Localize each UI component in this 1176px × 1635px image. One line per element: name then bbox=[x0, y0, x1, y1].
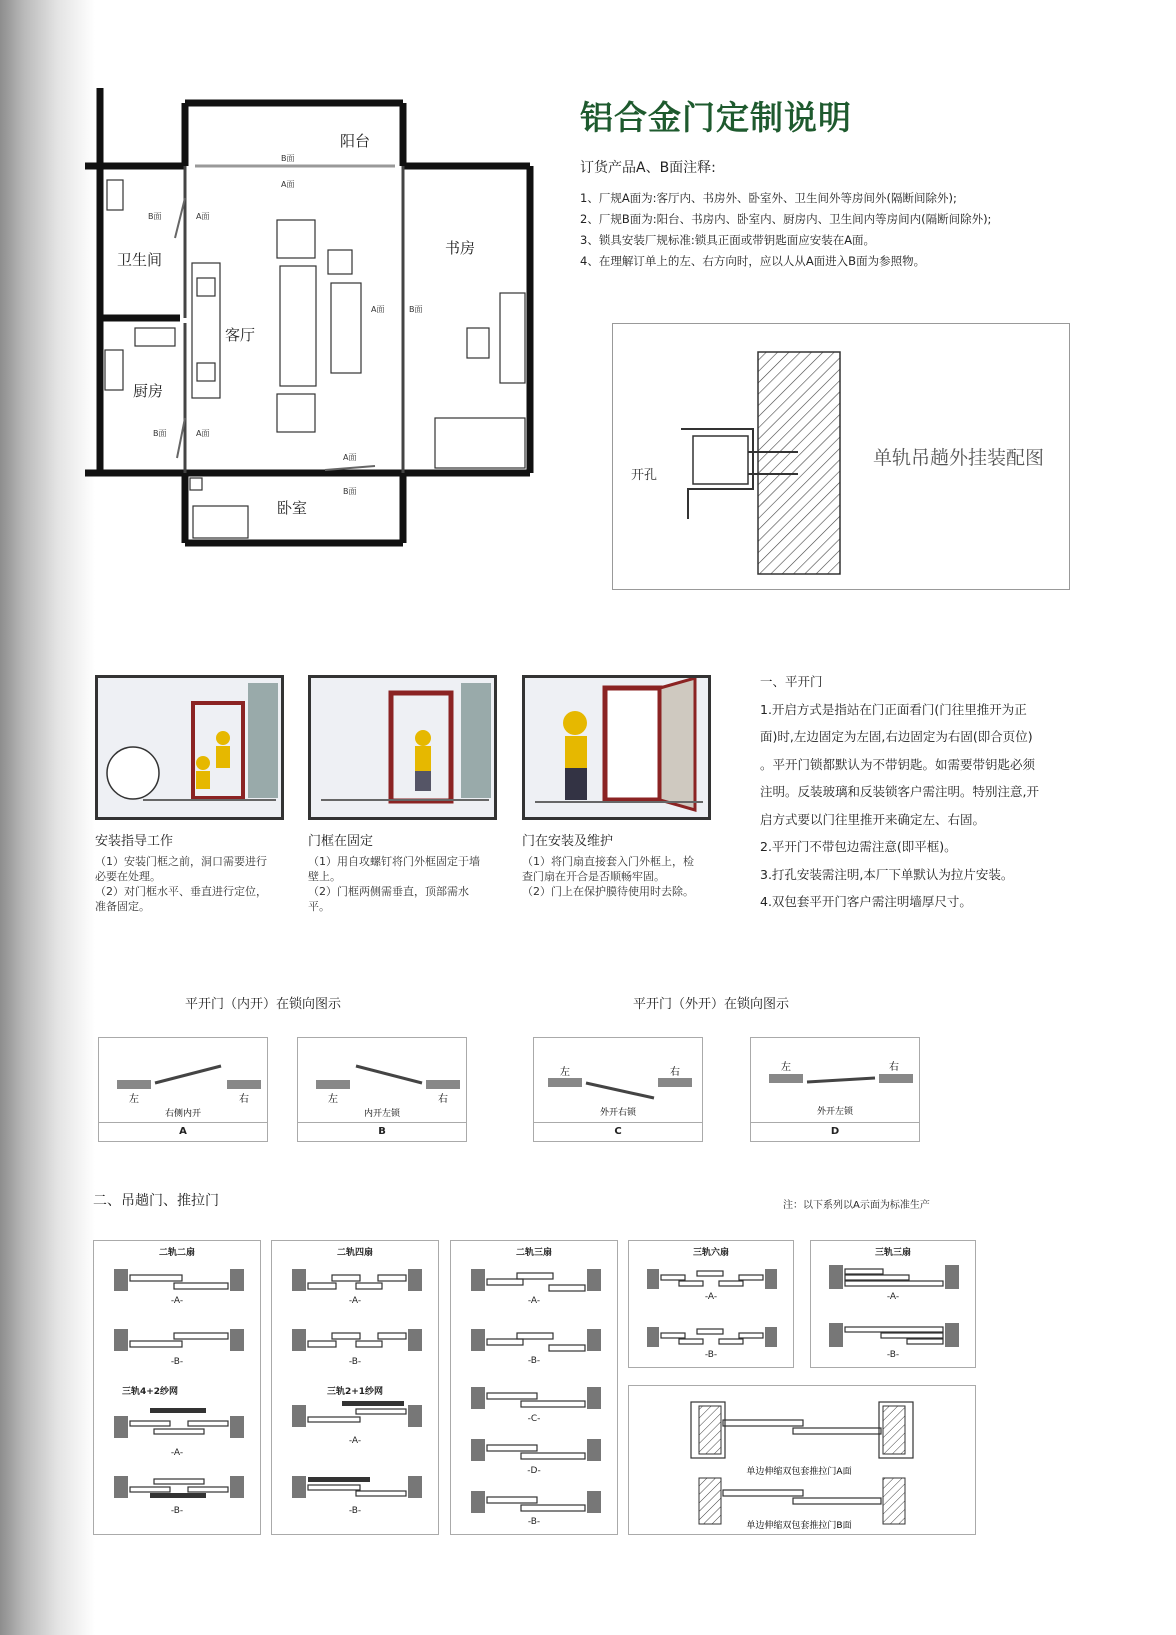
step2-line: （2）门框两侧需垂直，顶部需水平。 bbox=[308, 885, 469, 913]
left-label: 左 bbox=[560, 1067, 570, 1078]
step3-title: 门在安装及维护 bbox=[522, 834, 614, 849]
panel-title: 二轨四扇 bbox=[336, 1248, 374, 1258]
face-a-label: A面 bbox=[281, 180, 295, 189]
hanging-rail-diagram bbox=[612, 323, 1070, 590]
panel-title: 三轨4+2纱网 bbox=[121, 1387, 179, 1397]
panel-sub-label: -B- bbox=[170, 1506, 184, 1516]
left-label: 左 bbox=[129, 1094, 139, 1105]
sliding-note: 注：以下系列以A示面为标准生产 bbox=[783, 1200, 930, 1211]
note-line: 4、在理解订单上的左、右方向时，应以人从A面进入B面为参照物。 bbox=[580, 254, 926, 268]
step2-line: （1）用自攻螺钉将门外框固定于墙壁上。 bbox=[308, 855, 480, 883]
face-b-label: B面 bbox=[281, 154, 295, 163]
swing-inner-title: 平开门（内开）在锁向图示 bbox=[185, 997, 342, 1012]
swing-diagram-a bbox=[98, 1037, 268, 1142]
left-label: 左 bbox=[781, 1062, 791, 1073]
page-title: 铝合金门定制说明 bbox=[580, 98, 852, 137]
swing-letter: A bbox=[99, 1122, 267, 1141]
panel-sub-label: -A- bbox=[704, 1292, 718, 1302]
single-caption-b: 单边伸缩双包套推拉门B面 bbox=[746, 1521, 852, 1531]
panel-sub-label: -A- bbox=[886, 1292, 900, 1302]
step3-illustration bbox=[522, 675, 711, 820]
room-bedroom: 卧室 bbox=[277, 499, 308, 517]
right-label: 右 bbox=[889, 1062, 899, 1073]
right-label: 右 bbox=[670, 1067, 680, 1078]
single-caption-a: 单边伸缩双包套推拉门A面 bbox=[746, 1467, 852, 1477]
panel-sub-label: -B- bbox=[348, 1357, 362, 1367]
swing-heading: 一、平开门 bbox=[760, 674, 823, 689]
swing-diagram-c bbox=[533, 1037, 703, 1142]
swing-line: 2.平开门不带包边需注意(即平框)。 bbox=[760, 839, 957, 854]
swing-door-section bbox=[760, 668, 1080, 916]
sliding-panel-4 bbox=[628, 1240, 794, 1368]
step1-line: （2）对门框水平、垂直进行定位，准备固定。 bbox=[95, 885, 267, 913]
panel-sub-label: -A- bbox=[170, 1296, 184, 1306]
step3-line: （1）将门扇直接套入门外框上，检查门扇在开合是否顺畅牢固。 bbox=[522, 855, 694, 883]
swing-letter: C bbox=[534, 1122, 702, 1141]
swing-line: 面)时,左边固定为左固,右边固定为右固(即合页位) bbox=[760, 729, 1033, 744]
face-a-label: A面 bbox=[196, 212, 210, 221]
panel-sub-label: -A- bbox=[170, 1448, 184, 1458]
panel-sub-label: -A- bbox=[527, 1296, 541, 1306]
sliding-panel-2 bbox=[271, 1240, 439, 1535]
face-a-label: A面 bbox=[196, 429, 210, 438]
swing-line: 1.开启方式是指站在门正面看门(门往里推开为正 bbox=[760, 701, 1027, 717]
panel-sub-label: -C- bbox=[527, 1414, 541, 1424]
panel-title: 二轨三扇 bbox=[515, 1248, 553, 1258]
panel-title: 三轨三扇 bbox=[874, 1248, 912, 1258]
sliding-heading: 二、吊趟门、推拉门 bbox=[93, 1193, 219, 1209]
panel-sub-label: -B- bbox=[170, 1357, 184, 1367]
swing-line: 启方式要以门往里推开来确定左、右固。 bbox=[760, 811, 986, 827]
swing-caption: 内开左锁 bbox=[363, 1109, 401, 1119]
room-kitchen: 厨房 bbox=[133, 382, 164, 400]
note-line: 3、锁具安装厂规标准:锁具正面或带钥匙面应安装在A面。 bbox=[580, 233, 876, 247]
swing-line: 注明。反装玻璃和反装锁客户需注明。特别注意,开 bbox=[760, 784, 1039, 799]
swing-caption: 外开左锁 bbox=[816, 1107, 854, 1117]
room-bathroom: 卫生间 bbox=[117, 251, 163, 269]
right-label: 右 bbox=[239, 1094, 249, 1105]
face-a-label: A面 bbox=[371, 305, 385, 314]
swing-diagram-d bbox=[750, 1037, 920, 1142]
swing-caption: 外开右锁 bbox=[599, 1108, 637, 1118]
panel-sub-label: -D- bbox=[527, 1466, 541, 1476]
panel-sub-label: -A- bbox=[348, 1436, 362, 1446]
step2-illustration bbox=[308, 675, 497, 820]
note-line: 1、厂规A面为:客厅内、书房外、卧室外、卫生间外等房间外(隔断间除外); bbox=[580, 191, 957, 205]
hanging-caption: 单轨吊趟外挂装配图 bbox=[873, 447, 1045, 469]
sliding-panel-single bbox=[628, 1385, 976, 1535]
step2-title: 门框在固定 bbox=[308, 834, 374, 849]
step1-title: 安装指导工作 bbox=[95, 834, 174, 849]
swing-diagram-b bbox=[297, 1037, 467, 1142]
face-b-label: B面 bbox=[409, 305, 423, 314]
sliding-panel-3 bbox=[450, 1240, 618, 1535]
step1-illustration bbox=[95, 675, 284, 820]
panel-sub-label: -B- bbox=[527, 1356, 541, 1366]
room-balcony: 阳台 bbox=[340, 132, 371, 150]
swing-letter: D bbox=[751, 1122, 919, 1141]
room-living: 客厅 bbox=[225, 326, 256, 344]
panel-title: 三轨六扇 bbox=[692, 1248, 730, 1258]
order-subtitle: 订货产品A、B面注释: bbox=[580, 160, 716, 176]
swing-line: 3.打孔安装需注明,本厂下单默认为拉片安装。 bbox=[760, 866, 1014, 882]
step3-line: （2）门上在保护膜待使用时去除。 bbox=[522, 885, 694, 898]
step3-text bbox=[522, 830, 702, 899]
sliding-panel-5 bbox=[810, 1240, 976, 1368]
room-study: 书房 bbox=[445, 239, 476, 257]
order-notes bbox=[580, 188, 1080, 272]
right-label: 右 bbox=[438, 1094, 448, 1105]
swing-line: 4.双包套平开门客户需注明墙厚尺寸。 bbox=[760, 894, 972, 909]
swing-line: 。平开门锁都默认为不带钥匙。如需要带钥匙必须 bbox=[760, 756, 1036, 772]
step1-text bbox=[95, 830, 275, 914]
page-spine-shadow bbox=[0, 0, 95, 1635]
panel-sub-label: -A- bbox=[348, 1296, 362, 1306]
left-label: 左 bbox=[328, 1094, 338, 1105]
panel-sub-label: -B- bbox=[704, 1350, 718, 1360]
face-a-label: A面 bbox=[343, 453, 357, 462]
sliding-panel-1 bbox=[93, 1240, 261, 1535]
panel-sub-label: -B- bbox=[527, 1517, 541, 1527]
face-b-label: B面 bbox=[148, 212, 162, 221]
swing-caption: 右侧内开 bbox=[164, 1109, 202, 1119]
face-b-label: B面 bbox=[343, 487, 357, 496]
swing-letter: B bbox=[298, 1122, 466, 1141]
swing-outer-title: 平开门（外开）在锁向图示 bbox=[633, 997, 790, 1012]
panel-title: 二轨二扇 bbox=[158, 1248, 196, 1258]
panel-sub-label: -B- bbox=[886, 1350, 900, 1360]
step2-text bbox=[308, 830, 488, 914]
panel-title: 三轨2+1纱网 bbox=[326, 1387, 384, 1397]
panel-sub-label: -B- bbox=[348, 1506, 362, 1516]
note-line: 2、厂规B面为:阳台、书房内、卧室内、厨房内、卫生间内等房间内(隔断间除外); bbox=[580, 212, 992, 226]
hole-label: 开孔 bbox=[631, 468, 658, 483]
floor-plan bbox=[85, 88, 545, 553]
step1-line: （1）安装门框之前，洞口需要进行必要在处理。 bbox=[95, 855, 267, 883]
face-b-label: B面 bbox=[153, 429, 167, 438]
